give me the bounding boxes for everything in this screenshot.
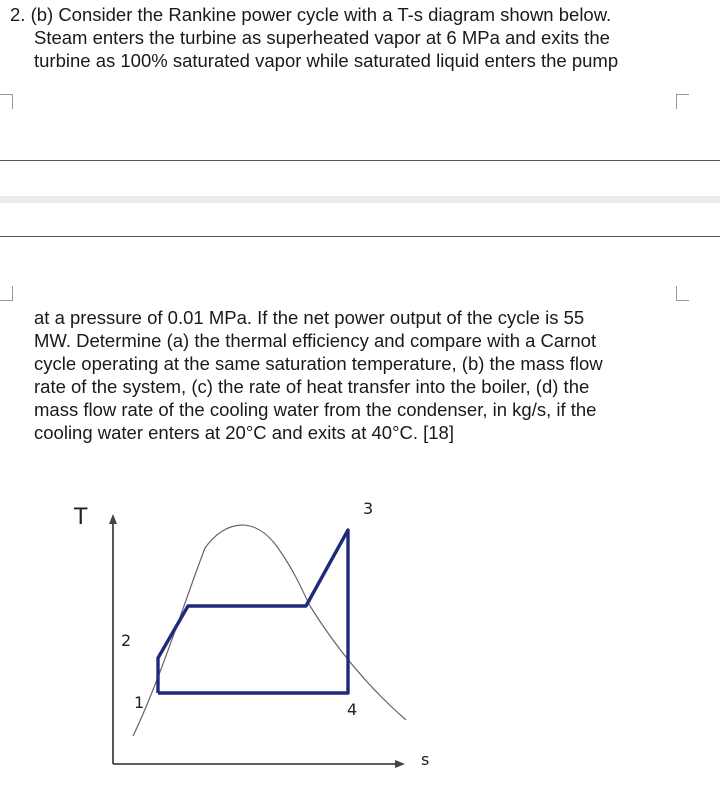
s-axis-label: s: [421, 750, 430, 769]
s-axis-arrow-icon: [395, 760, 405, 768]
text-line: mass flow rate of the cooling water from the condenser, in kg/s, if the: [34, 399, 597, 420]
divider-line: [0, 236, 720, 237]
question-first-line: 2. (b) Consider the Rankine power cycle with a T-s diagram shown below.: [10, 4, 612, 25]
state-label-4: 4: [347, 700, 358, 719]
text-line: rate of the system, (c) the rate of heat transfer into the boiler, (d) the: [34, 376, 590, 397]
divider-line: [0, 160, 720, 161]
t-axis-label: T: [74, 505, 88, 530]
crop-corner-top-left: [0, 94, 13, 109]
state-label-2: 2: [121, 631, 132, 650]
text-line: cycle operating at the same saturation temperature, (b) the mass flow: [34, 353, 603, 374]
text-line: MW. Determine (a) the thermal efficiency and compare with a Carnot: [34, 330, 597, 351]
gray-band: [0, 196, 720, 203]
state-label-1: 1: [134, 693, 145, 712]
crop-corner-top-right: [676, 94, 689, 109]
crop-corner-bottom-right: [676, 286, 689, 301]
text-line: at a pressure of 0.01 MPa. If the net power output of the cycle is 55: [34, 307, 585, 328]
question-paragraph-2: [34, 306, 680, 444]
question-paragraph-1: [34, 26, 680, 72]
t-axis-arrow-icon: [109, 514, 117, 524]
rankine-cycle-path: [158, 530, 348, 693]
state-label-3: 3: [363, 499, 374, 518]
crop-corner-bottom-left: [0, 286, 13, 301]
text-line: turbine as 100% saturated vapor while saturated liquid enters the pump: [34, 50, 619, 71]
text-line: Steam enters the turbine as superheated vapor at 6 MPa and exits the: [34, 27, 610, 48]
ts-diagram: [0, 480, 720, 800]
text-line: cooling water enters at 20°C and exits at 40°C. [18]: [34, 422, 454, 443]
